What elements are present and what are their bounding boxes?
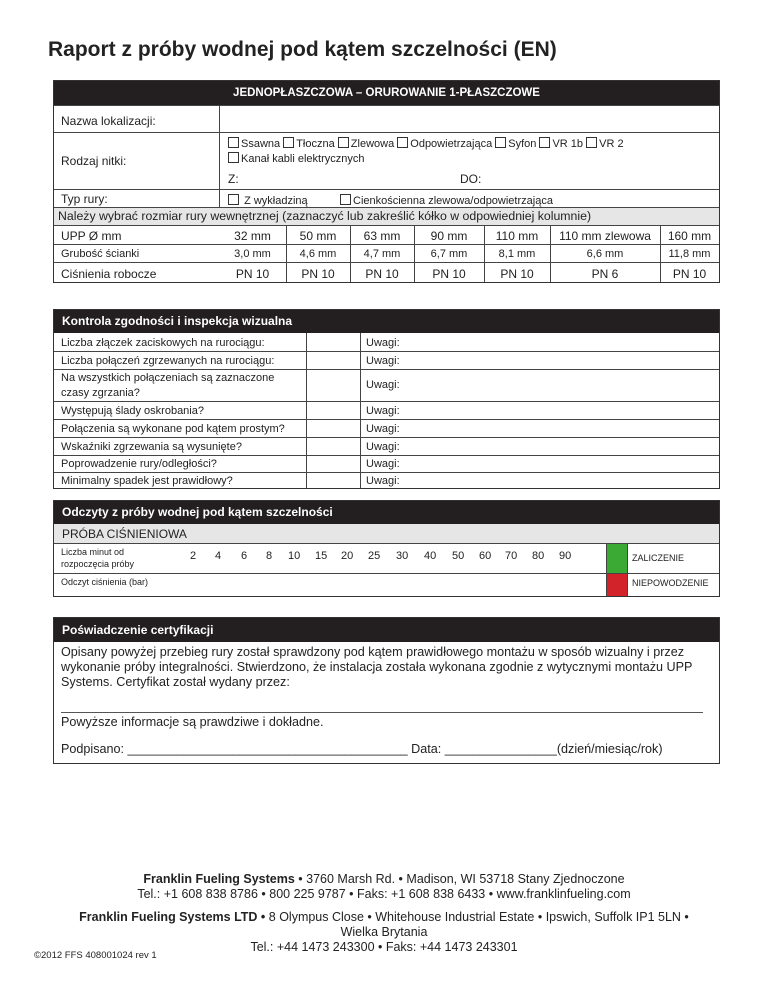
minute-15: 15	[315, 550, 328, 562]
minute-60: 60	[479, 550, 492, 562]
checkbox-odpowietrzajaca[interactable]	[397, 137, 408, 148]
q-weld-times: Na wszystkich połączeniach są zaznaczone	[61, 372, 275, 384]
wall-110-drain: 6,6 mm	[586, 248, 624, 260]
certification-header: Poświadczenie certyfikacji	[54, 618, 719, 642]
wall-160: 11,8 mm	[668, 248, 711, 260]
minute-40: 40	[424, 550, 437, 562]
checkbox-zlewowa[interactable]	[338, 137, 349, 148]
size-63[interactable]: 63 mm	[363, 229, 401, 243]
wall-90: 6,7 mm	[430, 248, 468, 260]
remarks-7[interactable]: Uwagi:	[366, 458, 400, 470]
wall-thickness-label: Grubość ścianki	[61, 248, 140, 260]
minute-2: 2	[190, 550, 197, 562]
minute-50: 50	[452, 550, 465, 562]
pressure-test-section	[53, 500, 720, 597]
fail-swatch	[607, 574, 627, 596]
minute-70: 70	[505, 550, 518, 562]
q-slope: Minimalny spadek jest prawidłowy?	[61, 475, 233, 487]
size-90[interactable]: 90 mm	[430, 229, 468, 243]
minutes-label-2: rozpoczęcia próby	[61, 559, 135, 569]
footer-uk-line-1: Franklin Fueling Systems LTD • 8 Olympus Close • Whitehouse Industrial Estate • Ipswich, Suffolk IP1 5LN •	[79, 910, 689, 924]
q-routing: Poprowadzenie rury/odległości?	[61, 458, 217, 470]
pressure-110-drain: PN 6	[591, 267, 619, 281]
q-weld-times-2: czasy zgrzania?	[61, 387, 140, 399]
wall-32: 3,0 mm	[234, 248, 271, 260]
checkbox-vr1b[interactable]	[539, 137, 550, 148]
pressure-32: PN 10	[235, 267, 270, 281]
minute-80: 80	[532, 550, 545, 562]
checkbox-thinwall[interactable]	[340, 194, 351, 205]
pass-swatch	[607, 544, 627, 573]
site-name-field[interactable]	[220, 106, 718, 132]
fail-label: NIEPOWODZENIE	[632, 578, 709, 588]
checkbox-tloczna[interactable]	[283, 137, 294, 148]
pressure-test-header: Odczyty z próby wodnej pod kątem szczelności	[54, 501, 719, 524]
pipe-section-header: JEDNOPŁASZCZOWA – ORUROWANIE 1-PŁASZCZOWE	[54, 81, 719, 105]
size-110-drain[interactable]: 110 mm zlewowa	[559, 229, 651, 243]
footer-uk	[40, 910, 728, 955]
checkbox-syfon[interactable]	[495, 137, 506, 148]
footer-uk-country: Wielka Brytania	[340, 925, 428, 939]
pressure-90: PN 10	[432, 267, 466, 281]
site-name-label: Nazwa lokalizacji:	[61, 114, 156, 128]
pipe-type-label: Typ rury:	[61, 192, 108, 206]
checkbox-lined[interactable]	[228, 194, 239, 205]
remarks-8[interactable]: Uwagi:	[366, 475, 400, 487]
remarks-3[interactable]: Uwagi:	[366, 379, 400, 391]
pipe-type-lined: Z wykładziną	[228, 194, 308, 207]
remarks-5[interactable]: Uwagi:	[366, 423, 400, 435]
pressure-63: PN 10	[365, 267, 399, 281]
pipe-section	[53, 80, 720, 283]
minute-4: 4	[215, 550, 222, 562]
q-square-cut: Połączenia są wykonane pod kątem prostym?	[61, 423, 285, 435]
working-pressure-label: Ciśnienia robocze	[61, 267, 157, 281]
run-type-extra: Kanał kabli elektrycznych	[228, 152, 365, 165]
page-title: Raport z próby wodnej pod kątem szczelności (EN)	[48, 38, 557, 61]
inspection-section	[53, 309, 720, 489]
run-type-options: Ssawna Tłoczna Zlewowa Odpowietrzająca Syfon VR 1b VR 2	[228, 137, 624, 150]
minute-20: 20	[341, 550, 354, 562]
from-label: Z:	[228, 172, 239, 186]
pressure-110: PN 10	[500, 267, 534, 281]
minute-90: 90	[559, 550, 572, 562]
remarks-6[interactable]: Uwagi:	[366, 441, 400, 453]
q-welded-joints: Liczba połączeń zgrzewanych na rurociągu:	[61, 355, 275, 367]
copyright: ©2012 FFS 408001024 rev 1	[34, 950, 157, 961]
wall-110: 8,1 mm	[498, 248, 536, 260]
checkbox-vr2[interactable]	[586, 137, 597, 148]
size-instruction: Należy wybrać rozmiar rury wewnętrznej (zaznaczyć lub zakreślić kółko w odpowiedniej kolumnie)	[54, 207, 719, 226]
run-type-label: Rodzaj nitki:	[61, 154, 127, 168]
footer-us	[40, 872, 728, 902]
wall-50: 4,6 mm	[299, 248, 337, 260]
q-fusion-indicators: Wskaźniki zgrzewania są wysunięte?	[61, 441, 242, 453]
certification-text: Opisany powyżej przebieg rury został sprawdzony pod kątem prawidłowego montażu w sposób wizualny i przez wykonanie próby integralności. Stwierdzono, że instalacja została wykonana zgodnie z wytycznymi montażu UPP Systems. Certyfikat został wydany przez:	[61, 645, 693, 689]
certification-section	[53, 617, 720, 764]
minute-6: 6	[241, 550, 248, 562]
pipe-type-thinwall: Cienkościenna zlewowa/odpowietrzająca	[340, 194, 553, 207]
minute-30: 30	[396, 550, 409, 562]
footer-us-contact: Tel.: +1 608 838 8786 • 800 225 9787 • Faks: +1 608 838 6433 • www.franklinfueling.com	[137, 887, 631, 901]
wall-63: 4,7 mm	[363, 248, 401, 260]
minute-8: 8	[266, 550, 273, 562]
q-scraping: Występują ślady oskrobania?	[61, 405, 204, 417]
q-clamp-fittings: Liczba złączek zaciskowych na rurociągu:	[61, 337, 265, 349]
to-label: DO:	[460, 172, 482, 186]
remarks-2[interactable]: Uwagi:	[366, 355, 400, 367]
pressure-test-subheader: PRÓBA CIŚNIENIOWA	[62, 527, 187, 541]
pressure-50: PN 10	[301, 267, 335, 281]
minutes-label-1: Liczba minut od	[61, 547, 125, 557]
upp-label: UPP Ø mm	[61, 229, 122, 243]
minute-10: 10	[288, 550, 301, 562]
checkbox-cable-duct[interactable]	[228, 152, 239, 163]
reading-label: Odczyt ciśnienia (bar)	[61, 577, 149, 587]
pressure-160: PN 10	[672, 267, 707, 281]
remarks-4[interactable]: Uwagi:	[366, 405, 400, 417]
minute-25: 25	[368, 550, 381, 562]
footer-uk-contact: Tel.: +44 1473 243300 • Faks: +44 1473 243301	[250, 940, 518, 954]
size-50[interactable]: 50 mm	[299, 229, 337, 243]
pass-label: ZALICZENIE	[632, 553, 685, 563]
size-160[interactable]: 160 mm	[667, 229, 712, 243]
footer-us-line-1: Franklin Fueling Systems • 3760 Marsh Rd. • Madison, WI 53718 Stany Zjednoczone	[143, 872, 625, 886]
issued-by-line[interactable]	[61, 712, 703, 713]
signature-line[interactable]: Podpisano: ________________________________________ Data: ________________(dzień/miesiąc/rok)	[61, 742, 663, 756]
truth-statement: Powyższe informacje są prawdziwe i dokładne.	[61, 715, 324, 729]
checkbox-ssawna[interactable]	[228, 137, 239, 148]
size-32[interactable]: 32 mm	[234, 229, 271, 243]
remarks-1[interactable]: Uwagi:	[366, 337, 400, 349]
inspection-header: Kontrola zgodności i inspekcja wizualna	[54, 310, 719, 333]
size-110[interactable]: 110 mm	[495, 229, 539, 243]
